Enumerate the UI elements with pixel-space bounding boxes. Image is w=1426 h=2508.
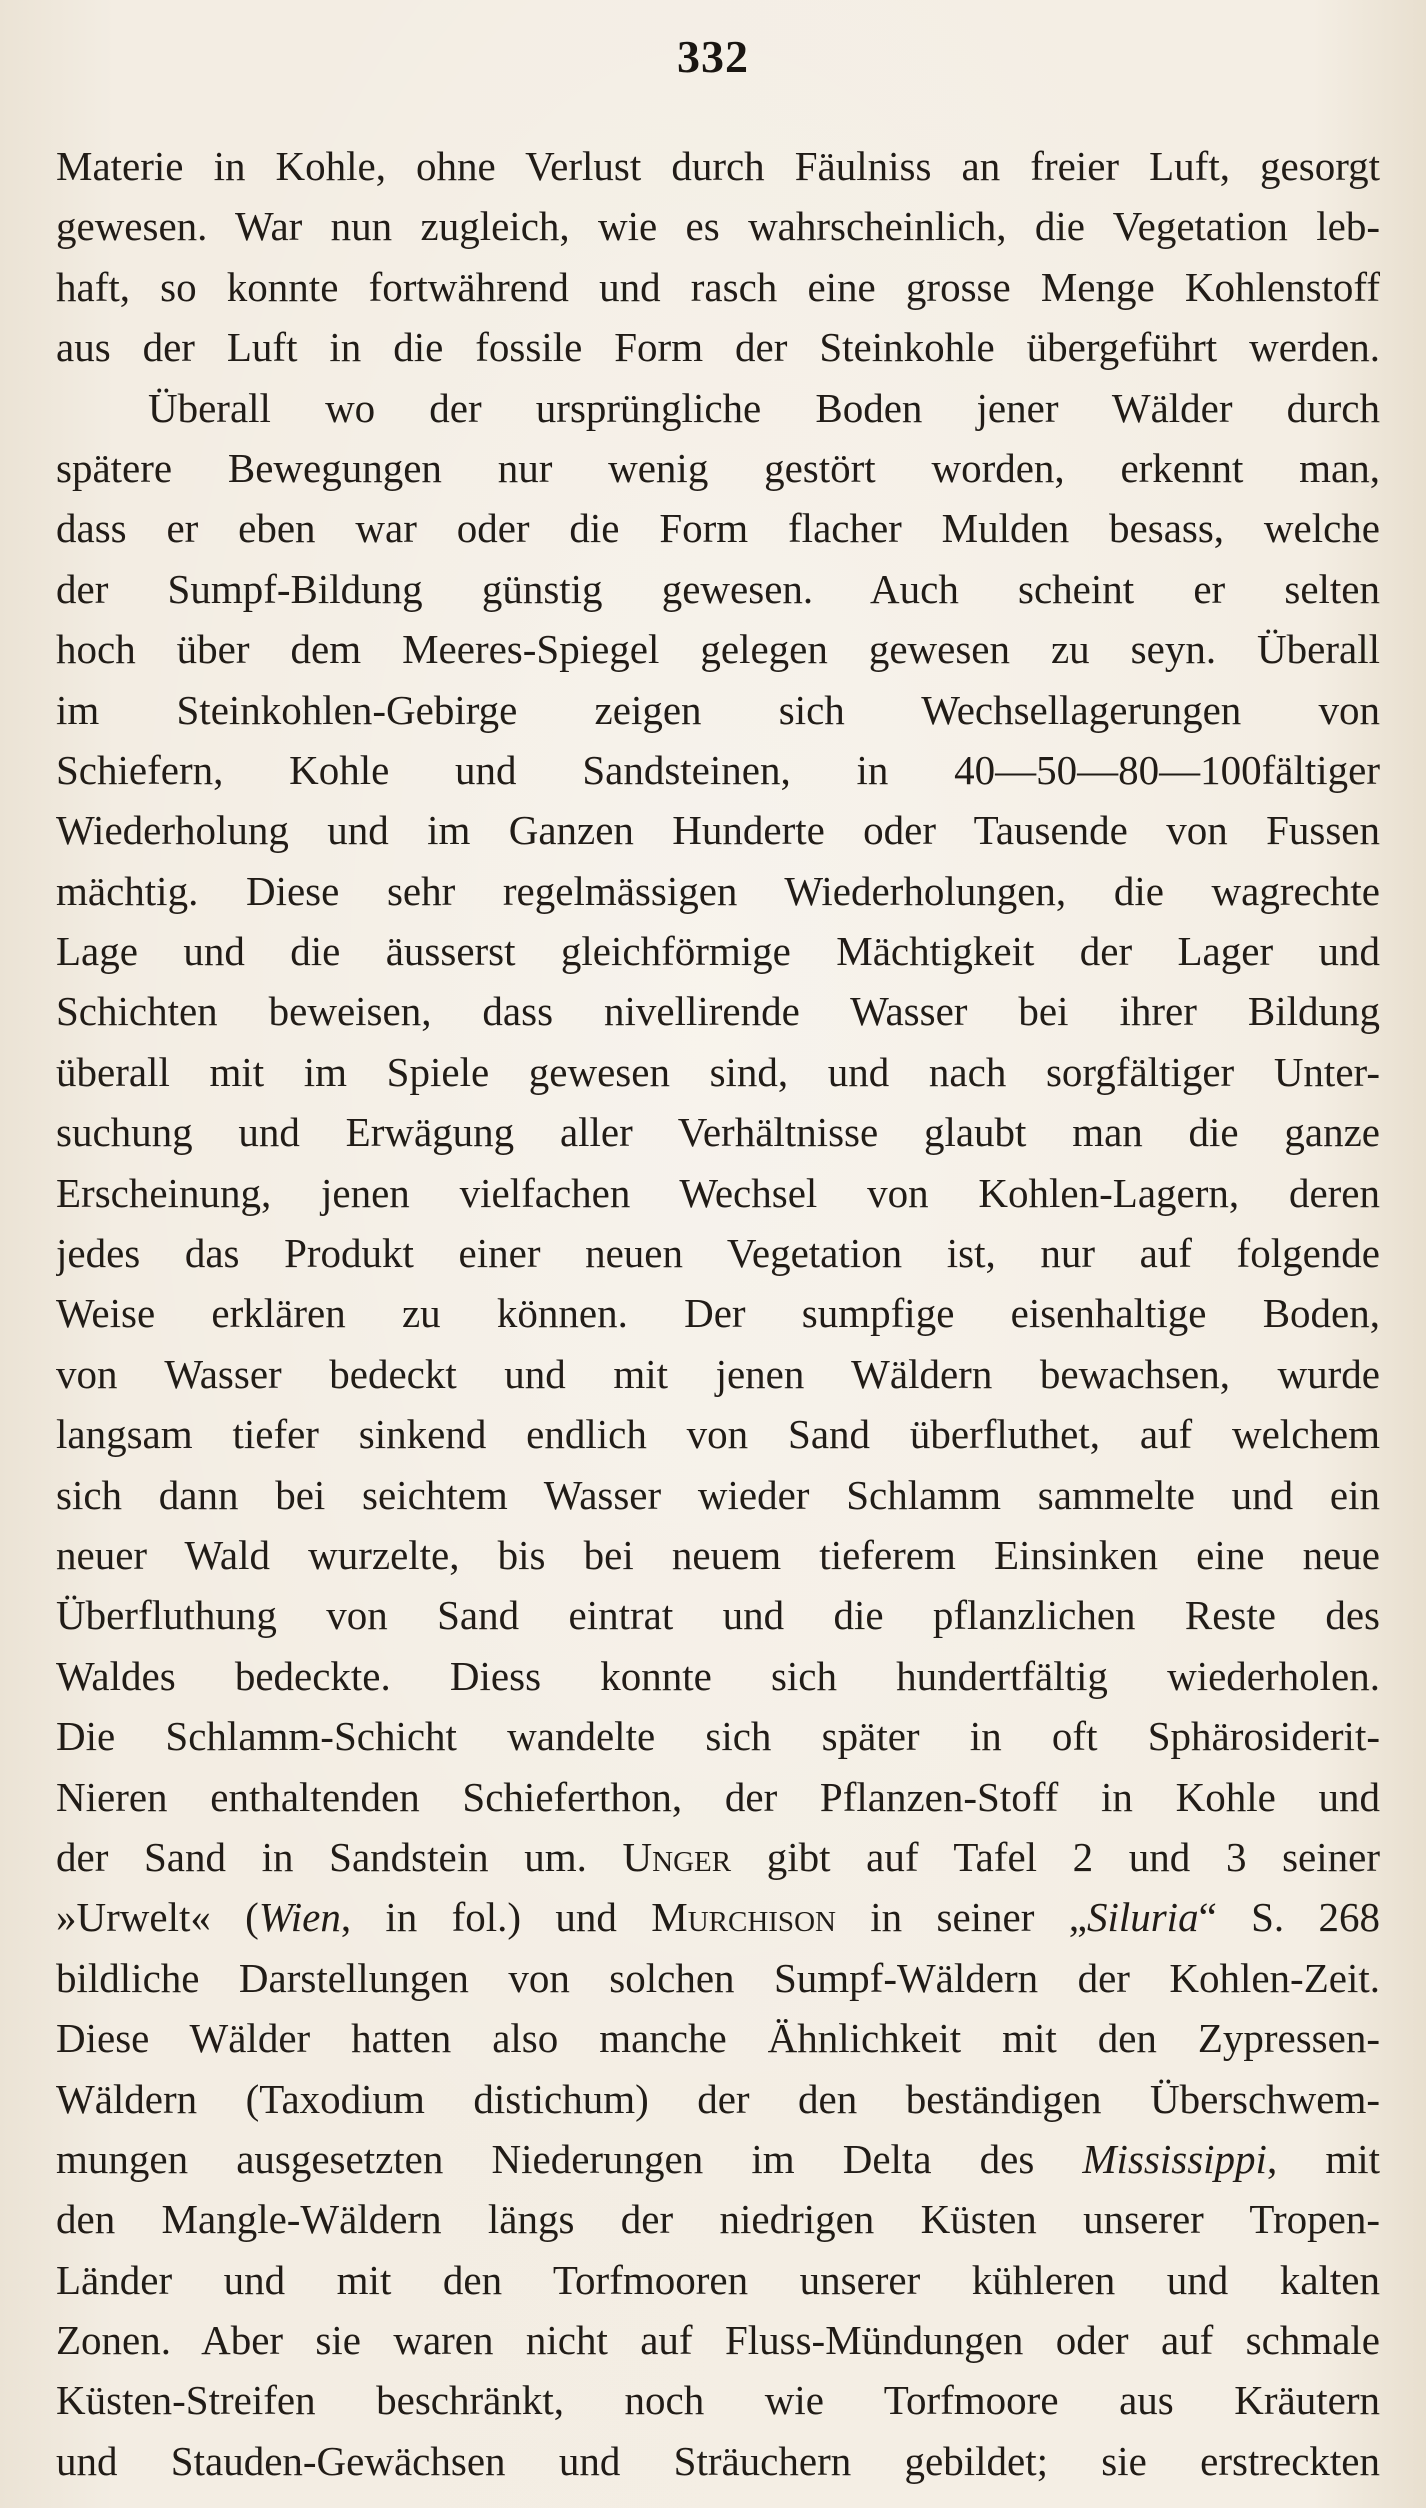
text-line: haft, so konnte fortwährend und rasch eine grosse Menge Kohlenstoff	[56, 263, 1380, 310]
text-line: neuer Wald wurzelte, bis bei neuem tieferem Einsinken eine neue	[56, 1531, 1380, 1578]
text-line: aus der Luft in die fossile Form der Steinkohle übergeführt werden.	[56, 324, 1380, 371]
text-line-mississippi	[56, 2129, 1380, 2189]
text-line: Wäldern (Taxodium distichum) der den beständigen Überschwem-	[56, 2075, 1380, 2122]
author-name-unger: Unger	[622, 1833, 732, 1880]
text-fragment: , mit	[1266, 2135, 1380, 2182]
text-line: Nieren enthaltenden Schieferthon, der Pflanzen-Stoff in Kohle und	[56, 1773, 1380, 1820]
place-wien: Wien	[258, 1894, 341, 1941]
text-line-unger	[56, 1827, 1380, 1887]
page-number: 332	[677, 31, 749, 82]
text-fragment: mungen ausgesetzten Niederungen im Delta des	[56, 2135, 1083, 2182]
author-name-murchison: Murchison	[651, 1894, 836, 1941]
text-line-paragraph-start: Überall wo der ursprüngliche Boden jener Wälder durch	[148, 384, 1380, 431]
text-line: gewesen. War nun zugleich, wie es wahrscheinlich, die Vegetation leb-	[56, 203, 1380, 250]
text-line: Schichten beweisen, dass nivellirende Wasser bei ihrer Bildung	[56, 988, 1380, 1035]
text-line: Lage und die äusserst gleichförmige Mächtigkeit der Lager und	[56, 928, 1380, 975]
text-fragment: , in fol.) und	[340, 1894, 652, 1941]
text-line: mächtig. Diese sehr regelmässigen Wiederholungen, die wagrechte	[56, 867, 1380, 914]
text-fragment: gibt auf Tafel 2 und 3 seiner	[731, 1833, 1380, 1880]
text-fragment: “ S. 268	[1198, 1894, 1380, 1941]
text-line: Überfluthung von Sand eintrat und die pflanzlichen Reste des	[56, 1592, 1380, 1639]
text-line: Weise erklären zu können. Der sumpfige eisenhaltige Boden,	[56, 1290, 1380, 1337]
title-siluria: Siluria	[1086, 1894, 1199, 1941]
text-line: Länder und mit den Torfmooren unserer kühleren und kalten	[56, 2256, 1380, 2303]
text-line-references	[56, 1887, 1380, 1947]
text-fragment: in seiner „	[835, 1894, 1087, 1941]
text-line: spätere Bewegungen nur wenig gestört worden, erkennt man,	[56, 444, 1380, 491]
place-mississippi: Mississippi	[1082, 2135, 1267, 2182]
text-line: langsam tiefer sinkend endlich von Sand überfluthet, auf welchem	[56, 1411, 1380, 1458]
text-line: überall mit im Spiele gewesen sind, und nach sorgfältiger Unter-	[56, 1048, 1380, 1095]
text-line: dass er eben war oder die Form flacher Mulden besass, welche	[56, 505, 1380, 552]
text-line: und Stauden-Gewächsen und Sträuchern gebildet; sie erstreckten	[56, 2437, 1380, 2484]
text-fragment: der Sand in Sandstein um.	[56, 1833, 623, 1880]
text-line: Diese Wälder hatten also manche Ähnlichkeit mit den Zypressen-	[56, 2015, 1380, 2062]
body-text	[56, 136, 1380, 2491]
text-line: Küsten-Streifen beschränkt, noch wie Torfmoore aus Kräutern	[56, 2377, 1380, 2424]
text-line: Erscheinung, jenen vielfachen Wechsel von Kohlen-Lagern, deren	[56, 1169, 1380, 1216]
text-fragment: »Urwelt« (	[56, 1894, 259, 1941]
text-line: Waldes bedeckte. Diess konnte sich hundertfältig wiederholen.	[56, 1652, 1380, 1699]
text-line: bildliche Darstellungen von solchen Sumpf-Wäldern der Kohlen-Zeit.	[56, 1954, 1380, 2001]
text-line: der Sumpf-Bildung günstig gewesen. Auch scheint er selten	[56, 565, 1380, 612]
text-line: von Wasser bedeckt und mit jenen Wäldern bewachsen, wurde	[56, 1350, 1380, 1397]
text-line: Schiefern, Kohle und Sandsteinen, in 40—50—80—100fältiger	[56, 746, 1380, 793]
text-line: Zonen. Aber sie waren nicht auf Fluss-Mündungen oder auf schmale	[56, 2317, 1380, 2364]
text-line: Die Schlamm-Schicht wandelte sich später in oft Sphärosiderit-	[56, 1713, 1380, 1760]
text-line: sich dann bei seichtem Wasser wieder Schlamm sammelte und ein	[56, 1471, 1380, 1518]
text-line: Materie in Kohle, ohne Verlust durch Fäulniss an freier Luft, gesorgt	[56, 143, 1380, 189]
text-line: jedes das Produkt einer neuen Vegetation ist, nur auf folgende	[56, 1230, 1380, 1277]
text-line: Wiederholung und im Ganzen Hunderte oder Tausende von Fussen	[56, 807, 1380, 854]
text-line: im Steinkohlen-Gebirge zeigen sich Wechsellagerungen von	[56, 686, 1380, 733]
text-line: suchung und Erwägung aller Verhältnisse glaubt man die ganze	[56, 1109, 1380, 1156]
text-line: hoch über dem Meeres-Spiegel gelegen gewesen zu seyn. Überall	[56, 626, 1380, 673]
text-line: den Mangle-Wäldern längs der niedrigen Küsten unserer Tropen-	[56, 2196, 1380, 2243]
